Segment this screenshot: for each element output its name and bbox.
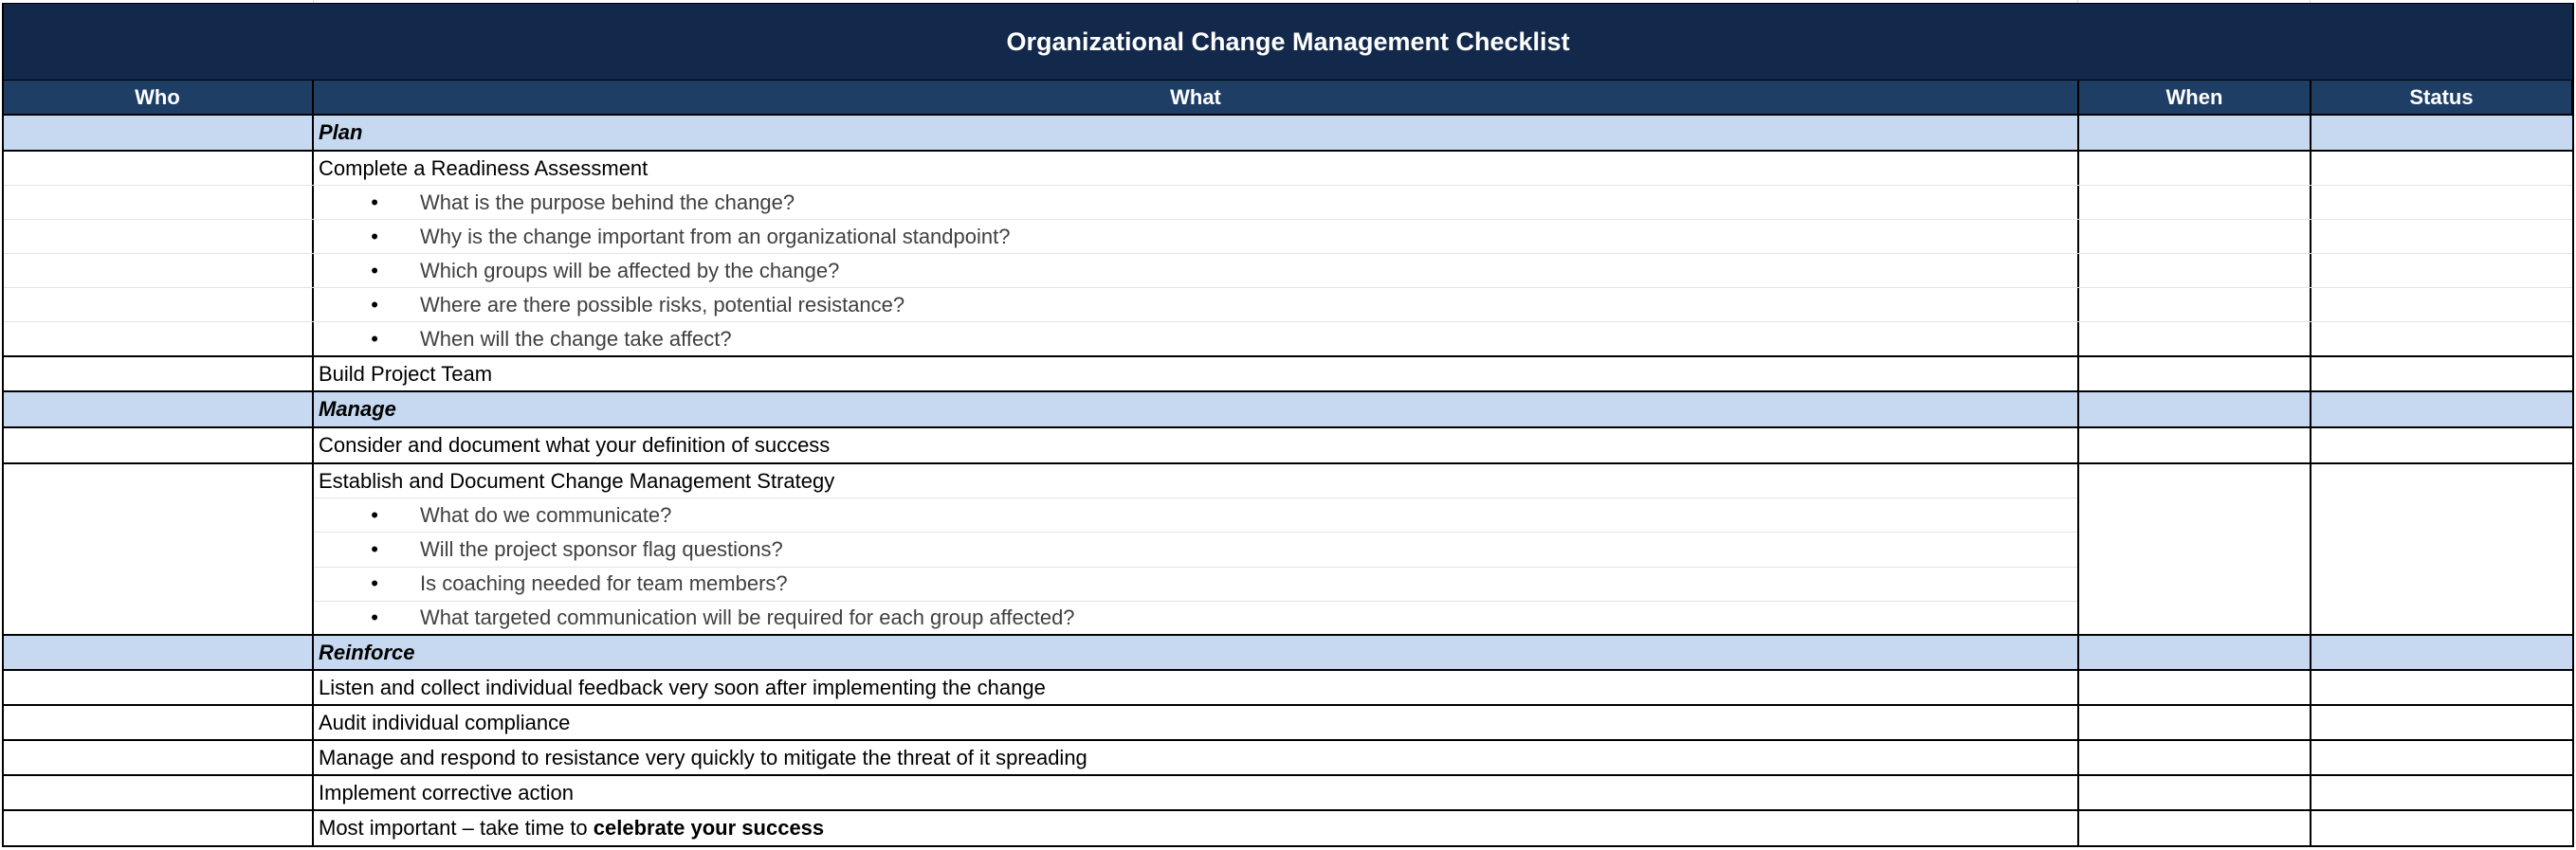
when-cell[interactable] [2079, 636, 2311, 669]
when-cell[interactable] [2079, 741, 2311, 774]
task-define-success[interactable]: Consider and document what your definition of success [314, 428, 2079, 462]
task-celebrate[interactable] [314, 811, 2079, 845]
status-cell[interactable] [2311, 116, 2573, 150]
status-cell[interactable] [2311, 636, 2573, 669]
bullet-icon: • [371, 571, 378, 596]
bullet-icon: • [371, 502, 378, 527]
status-cell[interactable] [2311, 288, 2573, 321]
bullet-text: Will the project sponsor flag questions? [420, 537, 783, 561]
status-cell[interactable] [2311, 186, 2573, 219]
when-cell[interactable] [2079, 811, 2311, 845]
who-cell[interactable] [3, 636, 314, 669]
header-who[interactable]: Who [3, 81, 314, 114]
when-cell[interactable] [2079, 254, 2311, 287]
task-collect-feedback[interactable]: Listen and collect individual feedback very soon after implementing the change [314, 671, 2079, 704]
who-cell[interactable] [3, 116, 314, 150]
task-strategy[interactable]: Establish and Document Change Management Strategy [314, 464, 2077, 498]
table-border [2572, 3, 2574, 847]
who-cell[interactable] [3, 322, 314, 355]
task-build-team[interactable]: Build Project Team [314, 357, 2079, 390]
status-cell[interactable] [2311, 464, 2573, 634]
bullet-item[interactable] [314, 254, 2079, 287]
who-cell[interactable] [3, 220, 314, 253]
status-cell[interactable] [2311, 811, 2573, 845]
bullet-item[interactable] [314, 186, 2079, 219]
table-row [3, 152, 2573, 186]
sheet-title[interactable]: Organizational Change Management Checklist [3, 3, 2573, 81]
when-cell[interactable] [2079, 152, 2311, 185]
bullet-text: What is the purpose behind the change? [420, 190, 795, 214]
who-cell[interactable] [3, 811, 314, 845]
status-cell[interactable] [2311, 776, 2573, 809]
when-cell[interactable] [2079, 357, 2311, 390]
who-cell[interactable] [3, 706, 314, 739]
table-row [3, 357, 2573, 392]
when-cell[interactable] [2079, 464, 2311, 634]
table-row [3, 811, 2573, 847]
status-cell[interactable] [2311, 152, 2573, 185]
when-cell[interactable] [2079, 428, 2311, 462]
header-status[interactable]: Status [2311, 81, 2573, 114]
who-cell[interactable] [3, 186, 314, 219]
table-row [3, 288, 2573, 322]
bullet-item[interactable] [314, 220, 2079, 253]
when-cell[interactable] [2079, 116, 2311, 150]
table-row [3, 741, 2573, 776]
header-when[interactable]: When [2079, 81, 2311, 114]
section-row-plan [3, 116, 2573, 152]
table-row [3, 322, 2573, 357]
task-readiness[interactable]: Complete a Readiness Assessment [314, 152, 2079, 185]
section-row-reinforce [3, 636, 2573, 671]
strategy-what-cell [314, 464, 2079, 634]
table-row [3, 428, 2573, 464]
bullet-icon: • [371, 224, 378, 248]
bullet-text: When will the change take affect? [420, 326, 732, 351]
status-cell[interactable] [2311, 322, 2573, 355]
bullet-text: What do we communicate? [420, 502, 672, 527]
status-cell[interactable] [2311, 741, 2573, 774]
who-cell[interactable] [3, 152, 314, 185]
section-label-plan[interactable]: Plan [314, 116, 2079, 150]
bullet-icon: • [371, 605, 378, 629]
bullet-icon: • [371, 258, 378, 282]
who-cell[interactable] [3, 392, 314, 426]
bullet-text: Is coaching needed for team members? [420, 571, 788, 596]
status-cell[interactable] [2311, 392, 2573, 426]
bullet-icon: • [371, 326, 378, 351]
table-row [3, 254, 2573, 288]
section-label-reinforce[interactable]: Reinforce [314, 636, 2079, 669]
who-cell[interactable] [3, 254, 314, 287]
bullet-text: Where are there possible risks, potential resistance? [420, 292, 905, 316]
section-row-manage [3, 392, 2573, 428]
column-header-row [3, 81, 2573, 116]
bullet-item[interactable] [314, 568, 2077, 602]
when-cell[interactable] [2079, 186, 2311, 219]
bullet-item[interactable] [314, 498, 2077, 533]
bullet-text: Which groups will be affected by the change? [420, 258, 840, 282]
strategy-block [3, 464, 2573, 636]
status-cell[interactable] [2311, 706, 2573, 739]
who-cell[interactable] [3, 464, 314, 634]
when-cell[interactable] [2079, 392, 2311, 426]
bullet-item[interactable] [314, 322, 2079, 355]
celebrate-prefix: Most important – take time to [319, 816, 594, 840]
celebrate-emphasis: celebrate your success [593, 816, 825, 840]
table-row [3, 671, 2573, 706]
who-cell[interactable] [3, 776, 314, 809]
bullet-item[interactable] [314, 602, 2077, 634]
bullet-icon: • [371, 292, 378, 316]
who-cell[interactable] [3, 357, 314, 390]
table-row [3, 706, 2573, 741]
when-cell[interactable] [2079, 706, 2311, 739]
table-border [2, 3, 4, 847]
table-row [3, 220, 2573, 254]
table-row [3, 776, 2573, 811]
bullet-icon: • [371, 537, 378, 561]
status-cell[interactable] [2311, 428, 2573, 462]
section-label-manage[interactable]: Manage [314, 392, 2079, 426]
who-cell[interactable] [3, 288, 314, 321]
header-what[interactable]: What [314, 81, 2079, 114]
who-cell[interactable] [3, 428, 314, 462]
status-cell[interactable] [2311, 671, 2573, 704]
task-manage-resistance[interactable]: Manage and respond to resistance very quickly to mitigate the threat of it spreading [314, 741, 2079, 774]
bullet-text: Why is the change important from an organizational standpoint? [420, 224, 1011, 248]
when-cell[interactable] [2079, 288, 2311, 321]
task-audit-compliance[interactable]: Audit individual compliance [314, 706, 2079, 739]
when-cell[interactable] [2079, 671, 2311, 704]
task-corrective-action[interactable]: Implement corrective action [314, 776, 2079, 809]
when-cell[interactable] [2079, 220, 2311, 253]
bullet-item[interactable] [314, 533, 2077, 567]
status-cell[interactable] [2311, 220, 2573, 253]
status-cell[interactable] [2311, 254, 2573, 287]
bullet-text: What targeted communication will be required for each group affected? [420, 605, 1075, 629]
bullet-item[interactable] [314, 288, 2079, 321]
bullet-icon: • [371, 190, 378, 214]
when-cell[interactable] [2079, 776, 2311, 809]
who-cell[interactable] [3, 741, 314, 774]
status-cell[interactable] [2311, 357, 2573, 390]
table-row [3, 186, 2573, 220]
who-cell[interactable] [3, 671, 314, 704]
when-cell[interactable] [2079, 322, 2311, 355]
